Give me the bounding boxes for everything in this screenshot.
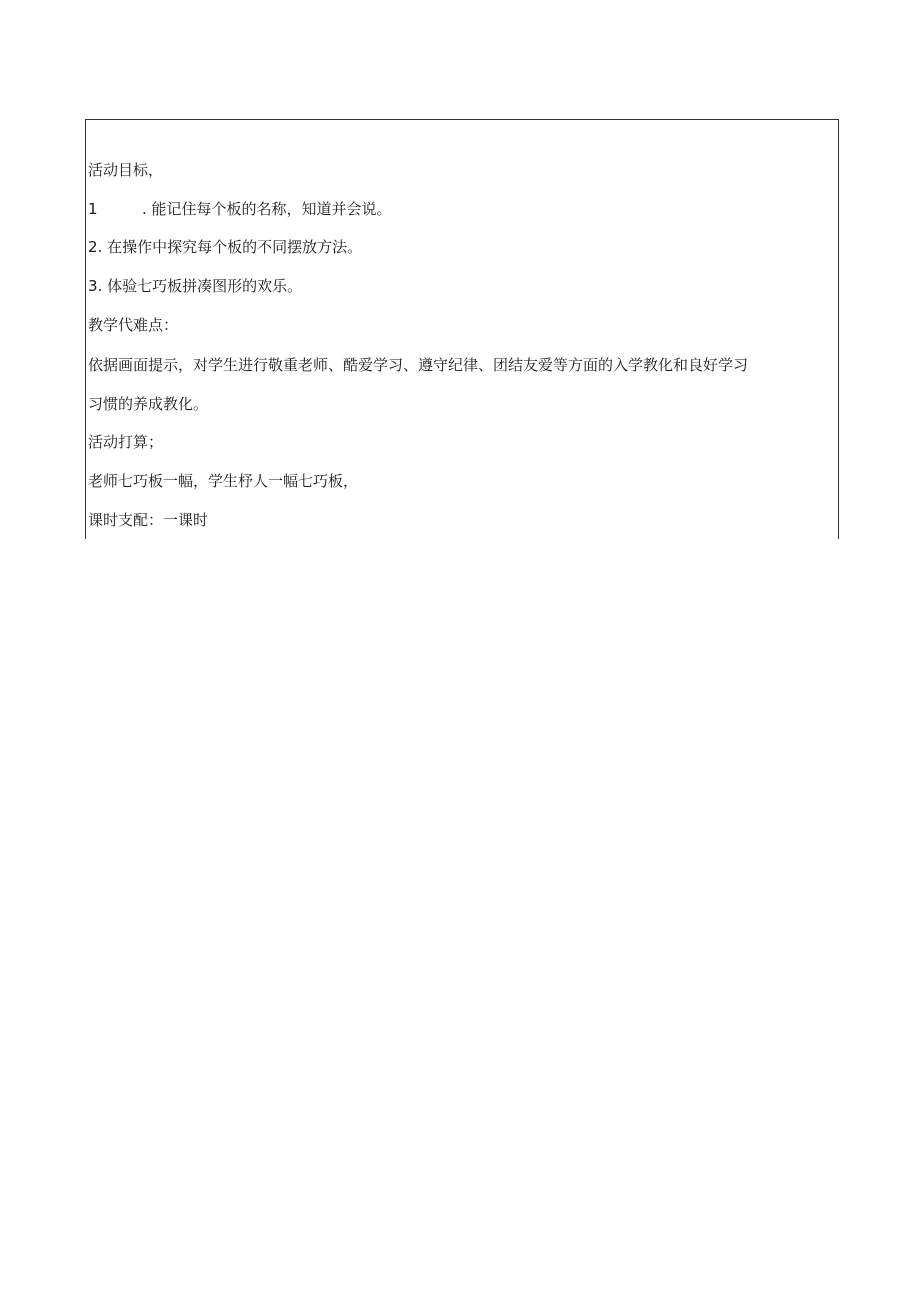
goal-item-2: 2. 在操作中探究每个板的不同摆放方法。 <box>88 238 363 256</box>
schedule-text: 课时支配：一课时 <box>88 511 209 529</box>
goal-item-1-text: . 能记住每个板的名称，知道并会说。 <box>142 200 392 218</box>
difficulty-text-line-2: 习惯的养成教化。 <box>88 395 209 413</box>
difficulty-heading: 教学代难点： <box>88 316 179 334</box>
goal-item-3: 3. 体验七巧板拼凑图形的欢乐。 <box>88 277 303 295</box>
prep-heading: 活动打算； <box>88 433 164 451</box>
prep-text: 老师七巧板一幅，学生杼人一幅七巧板， <box>88 472 359 490</box>
goal-item-1 <box>88 199 392 219</box>
difficulty-text-line-1: 依据画面提示，对学生进行敬重老师、酷爱学习、遵守纪律、团结友爱等方面的入学教化和良好学习 <box>88 356 749 374</box>
goal-heading: 活动目标， <box>88 161 164 179</box>
goal-item-1-number: 1 <box>88 200 98 218</box>
